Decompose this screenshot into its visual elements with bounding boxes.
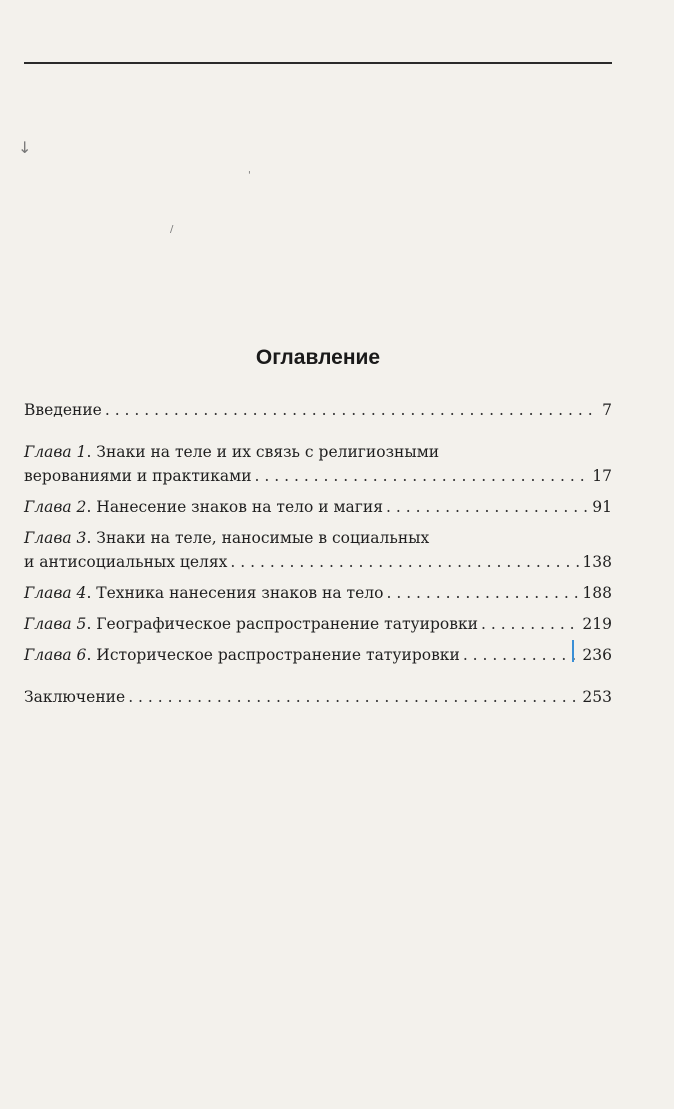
toc-page-number: 219 [582, 615, 612, 633]
toc-page-number: 7 [602, 401, 612, 419]
ink-speck: ' [248, 170, 251, 181]
dot-leader [128, 685, 579, 709]
chapter-label: Глава 4 [24, 584, 87, 602]
text-cursor-mark [572, 640, 574, 662]
dot-leader [230, 550, 579, 574]
dot-leader [105, 398, 599, 422]
toc-title: Географическое распространение татуировки [96, 615, 478, 633]
toc-title: Нанесение знаков на тело и магия [96, 498, 384, 516]
toc-title: Знаки на теле, наносимые в социальных [96, 529, 430, 547]
toc-page-number: 91 [592, 498, 612, 516]
chapter-label: Глава 2 [24, 498, 87, 516]
chapter-label: Глава 6 [24, 646, 87, 664]
toc-page-number: 17 [592, 467, 612, 485]
toc-entry-intro[interactable] [24, 398, 612, 422]
ink-speck: ↓ [18, 138, 32, 157]
toc-entry-conclusion[interactable] [24, 685, 612, 709]
toc-entry-chapter-2[interactable]: Глава 2. Нанесение знаков на тело и магия . . . 91 [24, 495, 612, 519]
toc-title-continued: верованиями и практиками [24, 467, 252, 485]
toc-page-number: 236 [582, 646, 612, 664]
chapter-label: Глава 5 [24, 615, 87, 633]
toc-title: Введение [24, 401, 102, 419]
toc-title: Заключение [24, 688, 126, 706]
top-rule [24, 62, 612, 64]
dot-leader [463, 643, 580, 667]
dot-leader [255, 464, 590, 488]
toc-entry-chapter-1[interactable]: Глава 1. Знаки на теле и их связь с религиозными верованиями и практиками . . . 17 [24, 440, 612, 488]
toc-page-number: 138 [582, 553, 612, 571]
dot-leader [387, 581, 580, 605]
toc-entry-chapter-5[interactable]: Глава 5. Географическое распространение татуировки . . . 219 [24, 612, 612, 636]
ink-speck: / [170, 224, 174, 235]
chapter-label: Глава 1 [24, 443, 87, 461]
chapter-label: Глава 3 [24, 529, 87, 547]
toc-title: Историческое распространение татуировки [96, 646, 460, 664]
toc-entry-chapter-6[interactable]: Глава 6. Историческое распространение татуировки . . . 236 [24, 643, 612, 667]
toc-title-continued: и антисоциальных целях [24, 553, 228, 571]
toc-title: Техника нанесения знаков на тело [96, 584, 384, 602]
toc-page-number: 188 [582, 584, 612, 602]
toc-entry-chapter-3[interactable]: Глава 3. Знаки на теле, наносимые в социальных и антисоциальных целях . . . 138 [24, 526, 612, 574]
toc-page-number: 253 [582, 688, 612, 706]
toc-title: Знаки на теле и их связь с религиозными [96, 443, 440, 461]
page-title: Оглавление [255, 346, 381, 369]
dot-leader [386, 495, 589, 519]
dot-leader [481, 612, 579, 636]
table-of-contents [24, 398, 612, 709]
toc-entry-chapter-4[interactable]: Глава 4. Техника нанесения знаков на тело . . . 188 [24, 581, 612, 605]
